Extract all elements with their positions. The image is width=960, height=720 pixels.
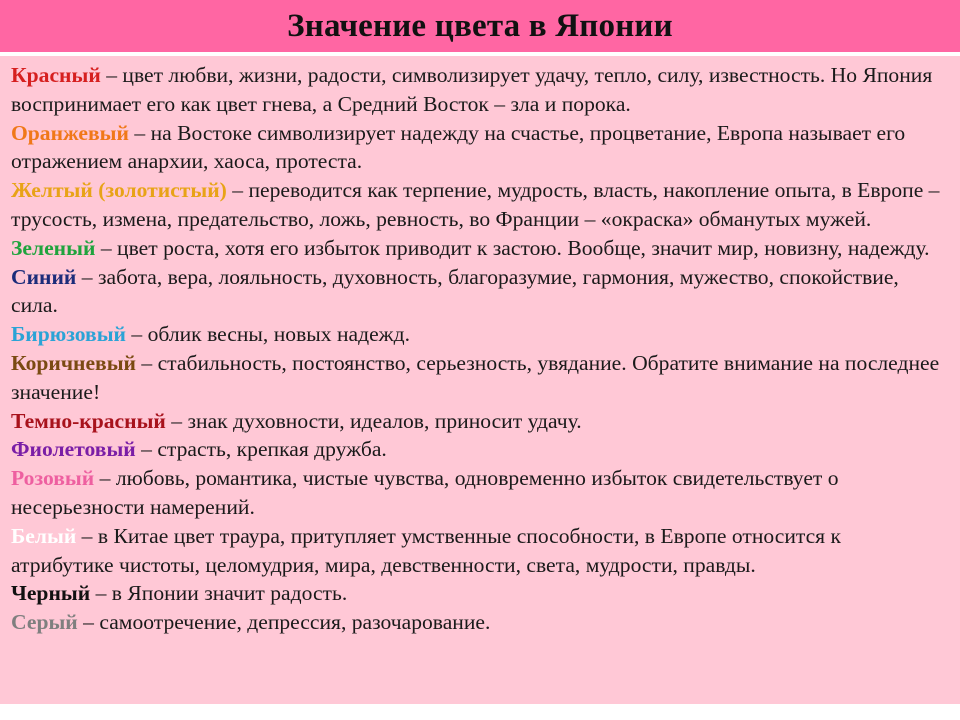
color-description: – переводится как терпение, мудрость, власть, накопление опыта, в Европе – трусость, измена, предательство, ложь, ревность, во Франции – «окраска» обманутых мужей. bbox=[11, 178, 940, 231]
color-description: – цвет роста, хотя его избыток приводит к застою. Вообще, значит мир, новизну, надежду. bbox=[95, 235, 930, 260]
color-description: – в Японии значит радость. bbox=[90, 581, 348, 606]
color-entry-pink bbox=[11, 464, 942, 522]
color-term: Зеленый bbox=[11, 235, 96, 260]
color-description: – знак духовности, идеалов, приносит удачу. bbox=[165, 408, 582, 433]
color-entry-white bbox=[11, 522, 942, 580]
color-term: Желтый (золотистый) bbox=[11, 178, 227, 203]
color-description: – самоотречение, депрессия, разочарование. bbox=[77, 610, 491, 635]
color-entry-turquoise bbox=[11, 320, 942, 349]
color-entry-yellow bbox=[11, 176, 942, 234]
color-term: Серый bbox=[11, 610, 78, 635]
color-term: Фиолетовый bbox=[11, 437, 136, 462]
color-term: Черный bbox=[11, 581, 91, 606]
color-entry-black bbox=[11, 579, 942, 608]
color-entry-gray bbox=[11, 608, 942, 637]
color-term: Синий bbox=[11, 264, 77, 289]
color-description: – облик весны, новых надежд. bbox=[126, 322, 410, 347]
color-term: Розовый bbox=[11, 466, 95, 491]
color-term: Красный bbox=[11, 63, 101, 87]
color-term: Белый bbox=[11, 523, 77, 548]
color-description: – цвет любви, жизни, радости, символизирует удачу, тепло, силу, известность. Но Япония воспринимает его как цвет гнева, а Средний Восток – зла и порока. bbox=[11, 63, 933, 116]
color-description: – любовь, романтика, чистые чувства, одновременно избыток свидетельствует о несерьезности намерений. bbox=[11, 466, 839, 519]
content-area bbox=[0, 56, 960, 704]
color-entry-green bbox=[11, 234, 942, 263]
color-entry-orange bbox=[11, 119, 942, 177]
color-term: Темно-красный bbox=[11, 408, 166, 433]
color-entry-violet bbox=[11, 435, 942, 464]
color-term: Коричневый bbox=[11, 350, 136, 375]
color-entry-blue bbox=[11, 263, 942, 321]
color-term: Бирюзовый bbox=[11, 322, 127, 347]
color-entry-dark-red bbox=[11, 407, 942, 436]
title-bar bbox=[0, 0, 960, 54]
color-description: – страсть, крепкая дружба. bbox=[135, 437, 387, 462]
color-term: Оранжевый bbox=[11, 120, 129, 145]
color-description: – в Китае цвет траура, притупляет умственные способности, в Европе относится к атрибутике чистоты, целомудрия, мира, девственности, света, мудрости, правды. bbox=[11, 523, 842, 577]
slide-title: Значение цвета в Японии bbox=[287, 7, 673, 44]
color-description: – стабильность, постоянство, серьезность, увядание. Обратите внимание на последнее значение! bbox=[11, 350, 940, 404]
color-description: – забота, вера, лояльность, духовность, благоразумие, гармония, мужество, спокойствие, сила. bbox=[11, 264, 899, 318]
color-entry-red bbox=[11, 61, 942, 119]
color-entry-brown bbox=[11, 349, 942, 407]
color-description: – на Востоке символизирует надежду на счастье, процветание, Европа называет его отражением анархии, хаоса, протеста. bbox=[11, 120, 906, 174]
